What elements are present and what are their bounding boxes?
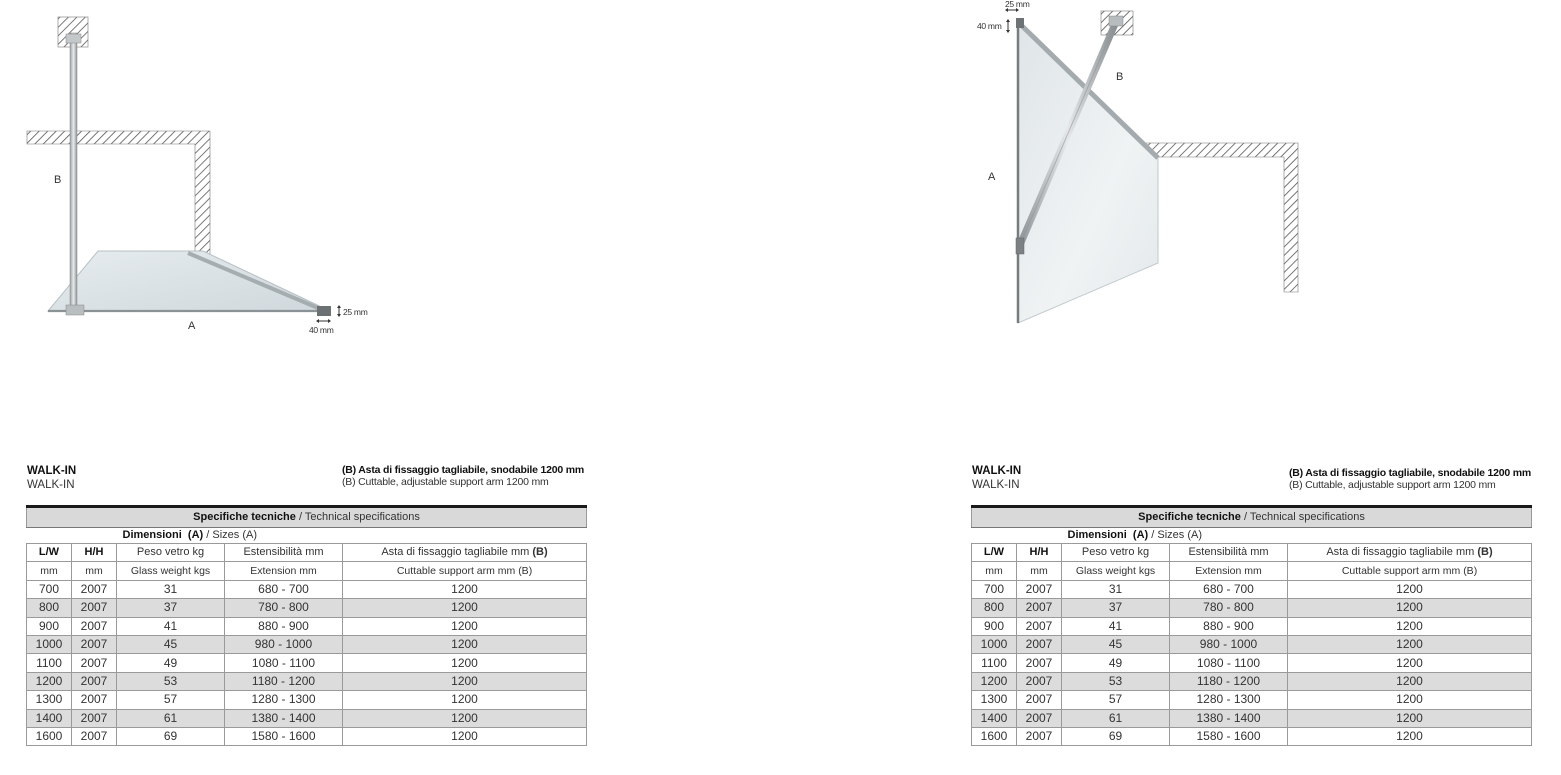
cell-extension: 1280 - 1300 — [1170, 691, 1288, 709]
cell-hh: 2007 — [1017, 691, 1062, 709]
cell-hh: 2007 — [1017, 672, 1062, 690]
col-lw: L/W — [972, 544, 1017, 562]
table-body — [27, 580, 587, 746]
col-lw: L/W — [27, 544, 72, 562]
cell-arm: 1200 — [1288, 672, 1532, 690]
table-row — [972, 580, 1532, 598]
top-view-diagram — [0, 0, 780, 345]
cell-lw: 1000 — [27, 635, 72, 653]
col-hh: H/H — [72, 544, 117, 562]
cell-extension: 680 - 700 — [1170, 580, 1288, 598]
table-row — [27, 599, 587, 617]
cell-weight: 45 — [1062, 635, 1170, 653]
cell-lw: 1600 — [27, 727, 72, 745]
cell-extension: 1380 - 1400 — [1170, 709, 1288, 727]
cell-weight: 31 — [117, 580, 225, 598]
cell-arm: 1200 — [1288, 654, 1532, 672]
perspective-diagram — [945, 0, 1561, 345]
cell-arm: 1200 — [343, 580, 587, 598]
table-row — [27, 727, 587, 745]
cell-extension: 780 - 800 — [1170, 599, 1288, 617]
label-a: A — [988, 171, 996, 183]
cell-extension: 1180 - 1200 — [225, 672, 343, 690]
cell-weight: 45 — [117, 635, 225, 653]
cell-hh: 2007 — [1017, 654, 1062, 672]
dim-height-label: 25 mm — [343, 307, 368, 317]
cell-lw: 1400 — [27, 709, 72, 727]
table-row — [972, 654, 1532, 672]
cell-hh: 2007 — [72, 599, 117, 617]
cell-lw: 900 — [972, 617, 1017, 635]
col-arm: Asta di fissaggio tagliabile mm (B) — [1288, 544, 1532, 562]
cell-hh: 2007 — [1017, 617, 1062, 635]
table-row — [27, 654, 587, 672]
arm-note-en: (B) Cuttable, adjustable support arm 1200 mm — [1289, 478, 1496, 491]
cell-hh: 2007 — [72, 580, 117, 598]
cell-hh: 2007 — [72, 691, 117, 709]
spec-header-row — [972, 507, 1532, 528]
unit-hh: mm — [72, 562, 117, 580]
cell-weight: 49 — [117, 654, 225, 672]
cell-extension: 1180 - 1200 — [1170, 672, 1288, 690]
spec-header: Specifiche tecniche / Technical specifications — [972, 507, 1532, 528]
cell-extension: 1580 - 1600 — [225, 727, 343, 745]
cell-weight: 37 — [117, 599, 225, 617]
label-b: B — [1116, 71, 1124, 83]
cell-hh: 2007 — [1017, 727, 1062, 745]
cell-hh: 2007 — [72, 709, 117, 727]
cell-extension: 1580 - 1600 — [1170, 727, 1288, 745]
profile-end-block — [317, 306, 331, 316]
column-units — [27, 562, 587, 580]
arm-note-en: (B) Cuttable, adjustable support arm 1200 mm — [342, 475, 549, 488]
cell-weight: 49 — [1062, 654, 1170, 672]
table-row — [972, 635, 1532, 653]
unit-weight: Glass weight kgs — [117, 562, 225, 580]
unit-hh: mm — [1017, 562, 1062, 580]
product-title — [972, 464, 1021, 492]
cell-hh: 2007 — [72, 617, 117, 635]
cell-hh: 2007 — [1017, 580, 1062, 598]
table-row — [972, 709, 1532, 727]
col-arm: Asta di fissaggio tagliabile mm (B) — [343, 544, 587, 562]
product-title — [27, 464, 76, 492]
cell-lw: 900 — [27, 617, 72, 635]
table-row — [972, 691, 1532, 709]
spec-header: Specifiche tecniche / Technical specifications — [27, 507, 587, 528]
col-weight: Peso vetro kg — [117, 544, 225, 562]
cell-extension: 780 - 800 — [225, 599, 343, 617]
cell-arm: 1200 — [1288, 617, 1532, 635]
cell-arm: 1200 — [1288, 691, 1532, 709]
cell-lw: 800 — [27, 599, 72, 617]
cell-hh: 2007 — [1017, 709, 1062, 727]
col-hh: H/H — [1017, 544, 1062, 562]
table-row — [27, 580, 587, 598]
cell-weight: 57 — [1062, 691, 1170, 709]
column-headers — [972, 544, 1532, 562]
cell-weight: 69 — [1062, 727, 1170, 745]
cell-arm: 1200 — [343, 691, 587, 709]
cell-extension: 1080 - 1100 — [225, 654, 343, 672]
cell-hh: 2007 — [72, 727, 117, 745]
arm-note — [342, 465, 584, 488]
table-row — [27, 617, 587, 635]
cell-weight: 41 — [117, 617, 225, 635]
cell-weight: 41 — [1062, 617, 1170, 635]
unit-extension: Extension mm — [225, 562, 343, 580]
arm-note-it: (B) Asta di fissaggio tagliabile, snodabile 1200 mm — [342, 464, 585, 476]
cell-extension: 980 - 1000 — [1170, 635, 1288, 653]
arm-note-it: (B) Asta di fissaggio tagliabile, snodabile 1200 mm — [1289, 467, 1532, 479]
spec-table — [26, 505, 587, 746]
cell-weight: 69 — [117, 727, 225, 745]
cell-weight: 31 — [1062, 580, 1170, 598]
left-panel — [0, 0, 780, 775]
cell-extension: 680 - 700 — [225, 580, 343, 598]
cell-arm: 1200 — [343, 635, 587, 653]
cell-lw: 1000 — [972, 635, 1017, 653]
col-extension: Estensibilità mm — [225, 544, 343, 562]
unit-arm: Cuttable support arm mm (B) — [343, 562, 587, 580]
dim-height-label: 40 mm — [977, 21, 1002, 31]
cell-hh: 2007 — [1017, 599, 1062, 617]
table-row — [27, 691, 587, 709]
unit-extension: Extension mm — [1170, 562, 1288, 580]
cell-arm: 1200 — [343, 709, 587, 727]
cell-arm: 1200 — [1288, 635, 1532, 653]
cell-arm: 1200 — [1288, 599, 1532, 617]
cell-weight: 61 — [1062, 709, 1170, 727]
sizes-header: Dimensioni (A) / Sizes (A) — [972, 528, 1532, 544]
cell-arm: 1200 — [343, 617, 587, 635]
cell-lw: 1600 — [972, 727, 1017, 745]
table-row — [27, 635, 587, 653]
cell-lw: 1200 — [27, 672, 72, 690]
table-row — [972, 727, 1532, 745]
cell-arm: 1200 — [343, 654, 587, 672]
support-arm-vertical — [70, 33, 77, 311]
spec-table — [971, 505, 1532, 746]
right-panel — [945, 0, 1561, 775]
col-extension: Estensibilità mm — [1170, 544, 1288, 562]
cell-lw: 1100 — [27, 654, 72, 672]
spec-header-row — [27, 507, 587, 528]
product-title-it: WALK-IN — [972, 465, 1022, 477]
glass-panel — [1018, 22, 1158, 323]
label-b: B — [54, 174, 62, 186]
cell-arm: 1200 — [343, 727, 587, 745]
column-units — [972, 562, 1532, 580]
cell-weight: 53 — [117, 672, 225, 690]
unit-lw: mm — [27, 562, 72, 580]
table-row — [27, 709, 587, 727]
cell-arm: 1200 — [1288, 727, 1532, 745]
wall-hatch — [27, 131, 210, 255]
table-row — [972, 672, 1532, 690]
label-a: A — [188, 320, 196, 332]
cell-extension: 880 - 900 — [225, 617, 343, 635]
col-weight: Peso vetro kg — [1062, 544, 1170, 562]
cell-lw: 700 — [972, 580, 1017, 598]
cell-hh: 2007 — [72, 635, 117, 653]
cell-lw: 1400 — [972, 709, 1017, 727]
sizes-row — [27, 528, 587, 544]
cell-extension: 880 - 900 — [1170, 617, 1288, 635]
cell-weight: 37 — [1062, 599, 1170, 617]
sizes-header: Dimensioni (A) / Sizes (A) — [27, 528, 587, 544]
cell-lw: 700 — [27, 580, 72, 598]
cell-arm: 1200 — [1288, 580, 1532, 598]
cell-lw: 1300 — [27, 691, 72, 709]
cell-lw: 1200 — [972, 672, 1017, 690]
product-title-en: WALK-IN — [27, 479, 75, 491]
cell-weight: 53 — [1062, 672, 1170, 690]
product-title-en: WALK-IN — [972, 479, 1020, 491]
table-row — [972, 599, 1532, 617]
dim-width-label: 25 mm — [1005, 0, 1030, 9]
cell-hh: 2007 — [72, 672, 117, 690]
table-body — [972, 580, 1532, 746]
cell-weight: 61 — [117, 709, 225, 727]
cell-arm: 1200 — [343, 672, 587, 690]
cell-extension: 1380 - 1400 — [225, 709, 343, 727]
cell-arm: 1200 — [1288, 709, 1532, 727]
cell-extension: 980 - 1000 — [225, 635, 343, 653]
cell-lw: 800 — [972, 599, 1017, 617]
unit-weight: Glass weight kgs — [1062, 562, 1170, 580]
cell-hh: 2007 — [72, 654, 117, 672]
column-headers — [27, 544, 587, 562]
cell-extension: 1080 - 1100 — [1170, 654, 1288, 672]
unit-lw: mm — [972, 562, 1017, 580]
product-title-it: WALK-IN — [27, 465, 77, 477]
cell-lw: 1300 — [972, 691, 1017, 709]
arm-note — [1289, 468, 1531, 491]
table-row — [972, 617, 1532, 635]
cell-weight: 57 — [117, 691, 225, 709]
cell-lw: 1100 — [972, 654, 1017, 672]
cell-hh: 2007 — [1017, 635, 1062, 653]
dim-width-label: 40 mm — [309, 325, 334, 335]
cell-arm: 1200 — [343, 599, 587, 617]
table-row — [27, 672, 587, 690]
glass-panel — [48, 251, 330, 311]
unit-arm: Cuttable support arm mm (B) — [1288, 562, 1532, 580]
cell-extension: 1280 - 1300 — [225, 691, 343, 709]
sizes-row — [972, 528, 1532, 544]
